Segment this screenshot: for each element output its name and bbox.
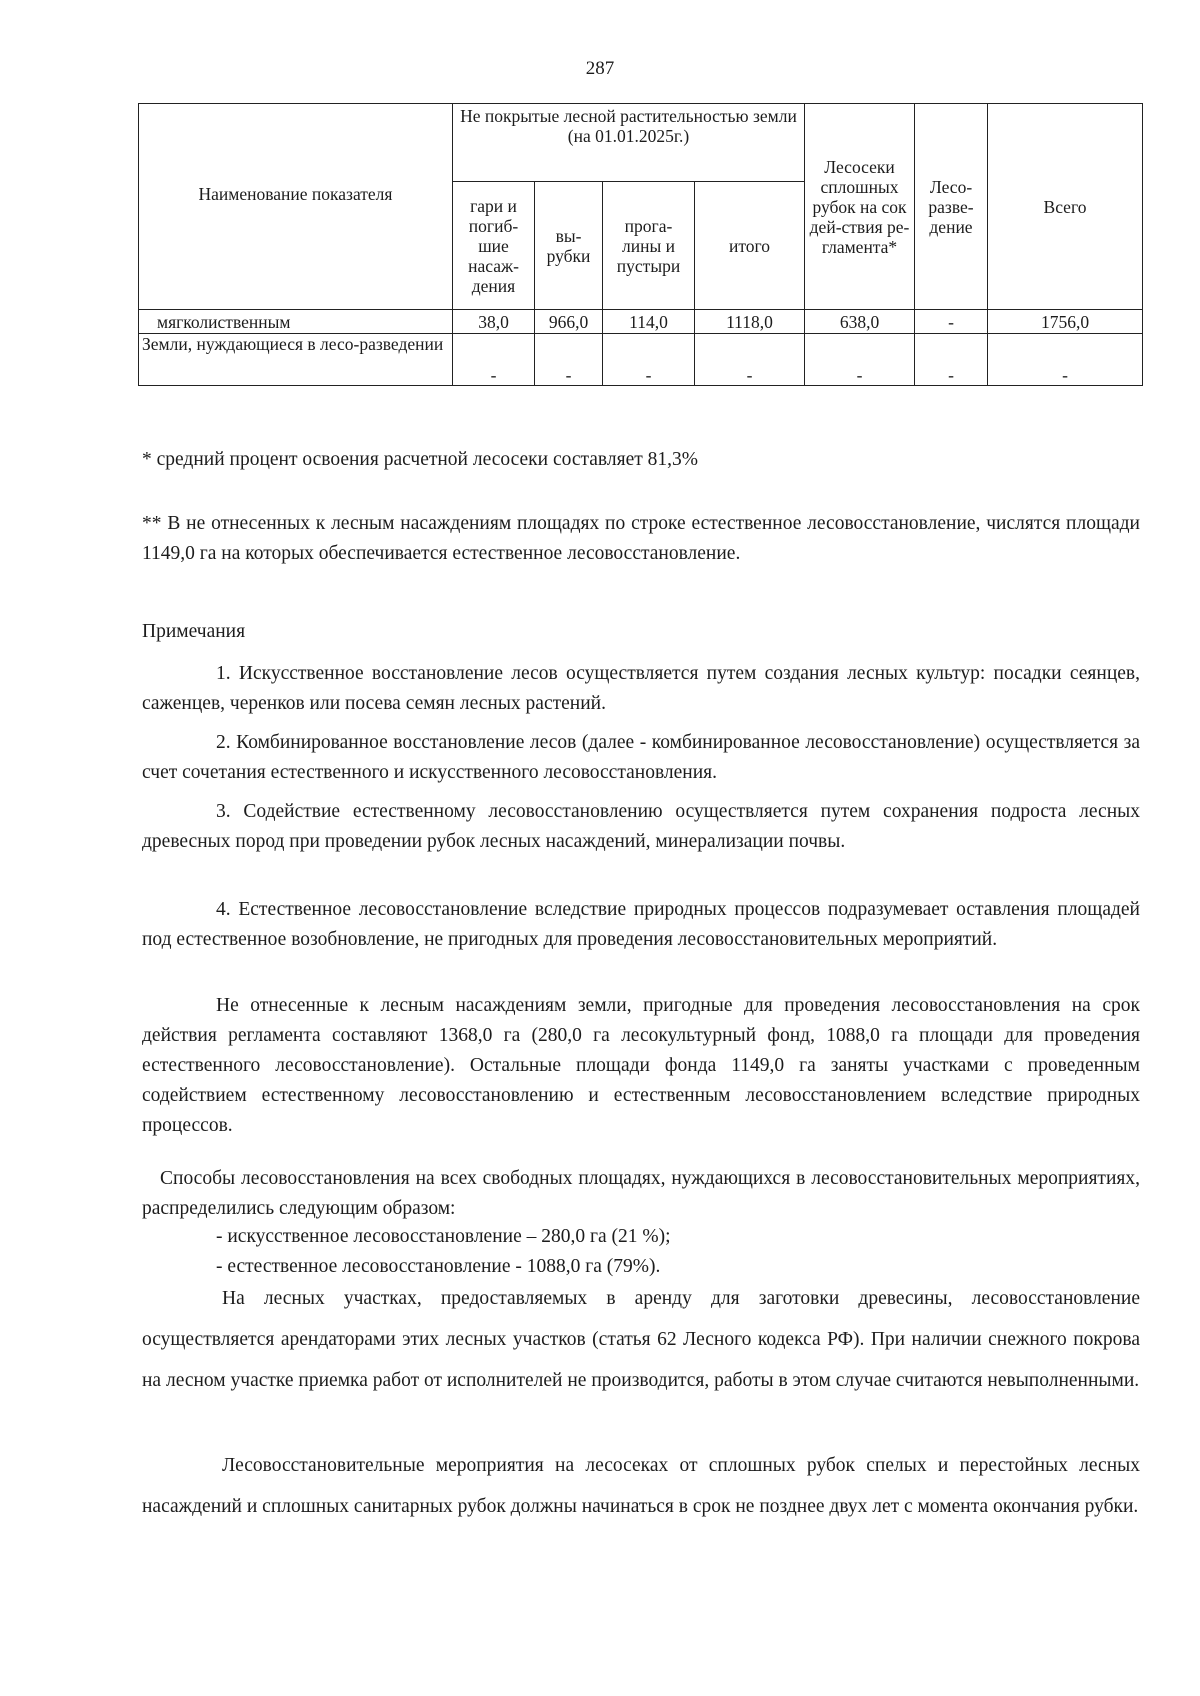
header-grand-total: Всего [988,104,1143,310]
paragraph-regeneration-methods: Способы лесовосстановления на всех свободных площадях, нуждающихся в лесовосстановительных мероприятиях, распределились следующим образом: [142,1168,1140,1219]
table-cell: - [915,310,988,334]
page-number: 287 [585,58,615,79]
note-1: 1. Искусственное восстановление лесов осуществляется путем создания лесных культур: посадки сеянцев, саженцев, черенков или посева семян лесных растений. [142,663,1140,714]
note-4: 4. Естественное лесовосстановление вследствие природных процессов подразумевает оставления площадей под естественное возобновление, не пригодных для проведения лесовосстановительных мероприятий. [142,899,1140,950]
paragraph-lease-regeneration: На лесных участках, предоставляемых в аренду для заготовки древесины, лесовосстановление осуществляется арендаторами этих лесных участков (статья 62 Лесного кодекса РФ). При наличии снежного покрова на лесном участке приемка работ от исполнителей не производится, работы в этом случае считаются невыполненными. [142,1288,1140,1391]
paragraph-regeneration-terms: Лесовосстановительные мероприятия на лесосеках от сплошных рубок спелых и перестойных лесных насаждений и сплошных санитарных рубок должны начинаться в срок не позднее двух лет с момента окончания рубки. [142,1455,1140,1517]
header-subtotal: итого [695,182,805,310]
table-cell: - [988,334,1143,386]
notes-title: Примечания [142,621,246,642]
header-indicator-name: Наименование показателя [139,104,453,310]
table-cell: - [695,334,805,386]
table-cell: - [603,334,695,386]
table-cell: 638,0 [805,310,915,334]
table-cell: - [805,334,915,386]
list-item-artificial: - искусственное лесовосстановление – 280,0 га (21 %); [216,1226,671,1247]
table-row [139,334,1143,386]
table-cell: 1118,0 [695,310,805,334]
table-cell: 38,0 [453,310,535,334]
table-cell: - [915,334,988,386]
footnote-average-percent: * средний процент освоения расчетной лесосеки составляет 81,3% [142,449,698,470]
row-label: Земли, нуждающиеся в лесо-разведении [139,334,453,386]
note-2: 2. Комбинированное восстановление лесов (далее - комбинированное лесовосстановление) осуществляется за счет сочетания естественного и искусственного лесовосстановления. [142,732,1140,783]
header-afforestation: Лесо-разве-дение [915,104,988,310]
table-cell: - [535,334,603,386]
list-item-natural: - естественное лесовосстановление - 1088,0 га (79%). [216,1256,661,1277]
note-3: 3. Содействие естественному лесовосстановлению осуществляется путем сохранения подроста лесных древесных пород при проведении рубок лесных насаждений, минерализации почвы. [142,801,1140,852]
header-logging-sites: Лесосеки сплошных рубок на сок дей-ствия ре-гламента* [805,104,915,310]
footnote-natural-regeneration: ** В не отнесенных к лесным насаждениям площадях по строке естественное лесовосстановление, числятся площади 1149,0 га на которых обеспечивается естественное лесовосстановление. [142,513,1140,564]
paragraph-not-assigned-lands: Не отнесенные к лесным насаждениям земли, пригодные для проведения лесовосстановления на срок действия регламента составляют 1368,0 га (280,0 га лесокультурный фонд, 1088,0 га площади для проведения естественного лесовосстановление). Остальные площади фонда 1149,0 га заняты участками с проведенным содействием естественному лесовосстановлению и естественным лесовосстановлением вследствие природных процессов. [142,995,1140,1136]
table-cell: - [453,334,535,386]
table-cell: 114,0 [603,310,695,334]
forest-lands-table [138,103,1143,386]
header-glades: прога-лины и пустыри [603,182,695,310]
header-burned-stands: гари и погиб-шие насаж-дения [453,182,535,310]
table-row [139,310,1143,334]
table-cell: 966,0 [535,310,603,334]
table-cell: 1756,0 [988,310,1143,334]
row-label: мягколиственным [139,310,453,334]
header-not-covered-lands: Не покрытые лесной растительностью земли (на 01.01.2025г.) [453,104,805,182]
header-clearings: вы-рубки [535,182,603,310]
